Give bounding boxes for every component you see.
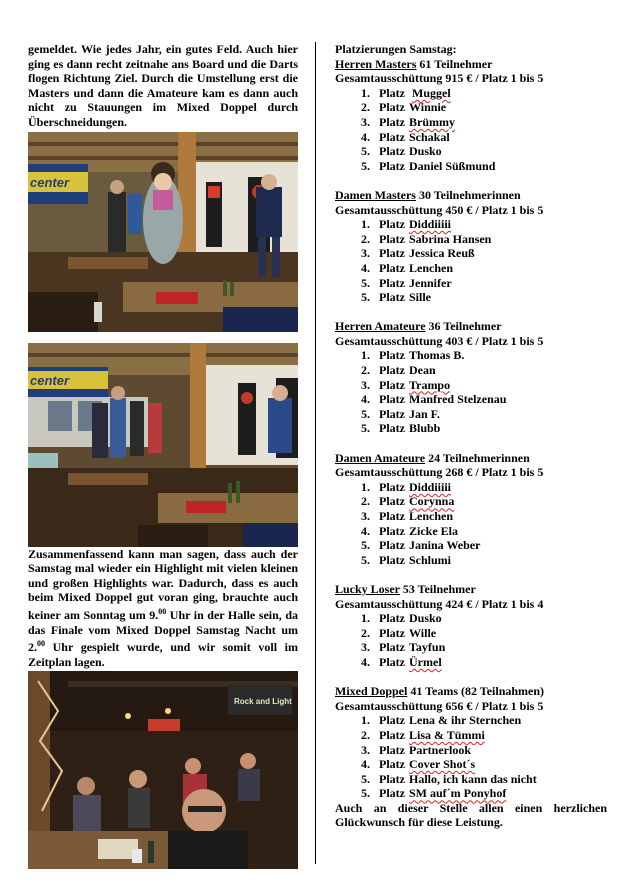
column-divider — [315, 42, 316, 864]
list-item: 1. Platz Muggel — [361, 85, 451, 100]
photo2-sign-text: center — [30, 372, 70, 388]
section-count: 41 Teams (82 Teilnahmen) — [407, 684, 545, 699]
list-item: 5. Platz Daniel Süßmund — [361, 158, 496, 173]
list-item: 2. Platz Dean — [361, 363, 436, 378]
section-title: Lucky Loser — [335, 581, 400, 596]
section-mixed-doppel — [335, 684, 607, 801]
placement-list — [335, 480, 607, 568]
closing-paragraph: Auch an dieser Stelle allen einen herzlichen Glückwunsch für diese Leistung. — [335, 800, 607, 830]
placement-list — [335, 713, 607, 801]
photo-dart-hall-players — [28, 343, 298, 547]
list-item: 3. Platz Tayfun — [361, 640, 446, 655]
list-item: 3. Platz Partnerlook — [361, 742, 471, 757]
section-lucky-loser — [335, 582, 607, 670]
section-payout: Gesamtausschüttung 915 € / Platz 1 bis 5 — [335, 71, 544, 86]
section-payout: Gesamtausschüttung 450 € / Platz 1 bis 5 — [335, 202, 544, 217]
list-item: 1. Platz Diddiiiii — [361, 217, 452, 232]
list-item: 4. Platz Lenchen — [361, 260, 454, 275]
placements-heading: Platzierungen Samstag: — [335, 42, 457, 56]
list-item: 5. Platz Blubb — [361, 421, 441, 436]
section-payout: Gesamtausschüttung 403 € / Platz 1 bis 5 — [335, 333, 544, 348]
list-item: 4. Platz Schakal — [361, 129, 450, 144]
section-title: Herren Masters — [335, 56, 417, 71]
section-count: 24 Teilnehmerinnen — [425, 450, 530, 465]
photo-crowd-evening — [28, 671, 298, 869]
list-item: 3. Platz Lenchen — [361, 509, 454, 523]
summary-paragraph: Zusammenfassend kann man sagen, dass auch der Samstag mal wieder ein Highlight mit vielen kleinen und großen Highlights war. Dadurch, dass es auch beim Mixed Doppel gut voran ging, brauchte auch keiner am Sonntag um 9.00 Uhr in der Halle sein, da das Finale vom Mixed Doppel Samstag Nacht um 2.00 Uhr gespielt wurde, und wir somit voll im Zeitplan lagen. — [28, 546, 298, 669]
section-damen-masters — [335, 188, 607, 305]
placement-list — [335, 611, 607, 669]
section-title: Damen Masters — [335, 187, 416, 202]
list-item: 5. Platz Dusko — [361, 144, 442, 159]
placement-list — [335, 86, 607, 174]
list-item: 1. Platz Diddiiiii — [361, 479, 452, 494]
list-item: 4. Platz Zicke Ela — [361, 523, 459, 538]
list-item: 3. Platz Jessica Reuß — [361, 246, 475, 261]
section-payout: Gesamtausschüttung 268 € / Platz 1 bis 5 — [335, 465, 544, 480]
list-item: 5. Platz Janina Weber — [361, 538, 481, 553]
list-item: 5. Platz Jennifer — [361, 275, 452, 290]
list-item: 5. Platz Schlumi — [361, 552, 452, 567]
list-item: 5. Platz SM auf´m Ponyhof — [361, 786, 507, 801]
section-herren-amateure — [335, 319, 607, 436]
section-payout: Gesamtausschüttung 424 € / Platz 1 bis 4 — [335, 596, 544, 611]
section-payout: Gesamtausschüttung 656 € / Platz 1 bis 5 — [335, 698, 544, 713]
list-item: 1. Platz Thomas B. — [361, 348, 465, 363]
photo-dart-hall-woman-throwing — [28, 132, 298, 332]
section-title: Herren Amateure — [335, 319, 426, 334]
section-count: 53 Teilnehmer — [399, 581, 476, 596]
section-count: 61 Teilnehmer — [416, 56, 493, 71]
section-herren-masters — [335, 57, 607, 174]
list-item: 4. Platz Cover Shot´s — [361, 757, 476, 772]
list-item: 2. Platz Corynna — [361, 494, 455, 509]
photo1-sign-text: center — [30, 174, 70, 190]
left-column — [28, 42, 298, 869]
list-item: 3. Platz Brümmy — [361, 114, 455, 129]
list-item: 3. Platz Trampo — [361, 377, 451, 392]
list-item: 2. Platz Wille — [361, 625, 437, 640]
list-item: 4. Platz Ürmel — [361, 654, 442, 669]
list-item: 1. Platz Lena & ihr Sternchen — [361, 713, 522, 728]
list-item: 2. Platz Winnie — [361, 100, 447, 115]
photo3-sign-text: Rock and Light — [234, 697, 292, 707]
list-item: 2. Platz Sabrina Hansen — [361, 231, 492, 246]
list-item: 5. Platz Hallo, ich kann das nicht — [361, 771, 537, 786]
list-item: 5. Platz Jan F. — [361, 406, 440, 421]
list-item: 5. Platz Sille — [361, 290, 432, 305]
section-title: Damen Amateure — [335, 450, 426, 465]
section-damen-amateure — [335, 451, 607, 568]
right-column — [335, 42, 607, 830]
section-title: Mixed Doppel — [335, 684, 408, 699]
section-count: 30 Teilnehmerinnen — [415, 187, 521, 202]
intro-paragraph: gemeldet. Wie jedes Jahr, ein gutes Feld. Auch hier ging es dann recht zeitnahe ans Board und die Darts flogen Richtung Ziel. Durch die Umstellung erst die Masters und dann die Amateure kam es dann auch nicht zu Stauungen im Mixed Doppel durch Überschneidungen. — [28, 42, 298, 129]
list-item: 4. Platz Manfred Stelzenau — [361, 392, 507, 407]
placement-list — [335, 348, 607, 436]
list-item: 1. Platz Dusko — [361, 611, 442, 626]
list-item: 2. Platz Lisa & Tümmi — [361, 727, 485, 742]
placement-list — [335, 217, 607, 305]
section-count: 36 Teilnehmer — [425, 319, 502, 334]
